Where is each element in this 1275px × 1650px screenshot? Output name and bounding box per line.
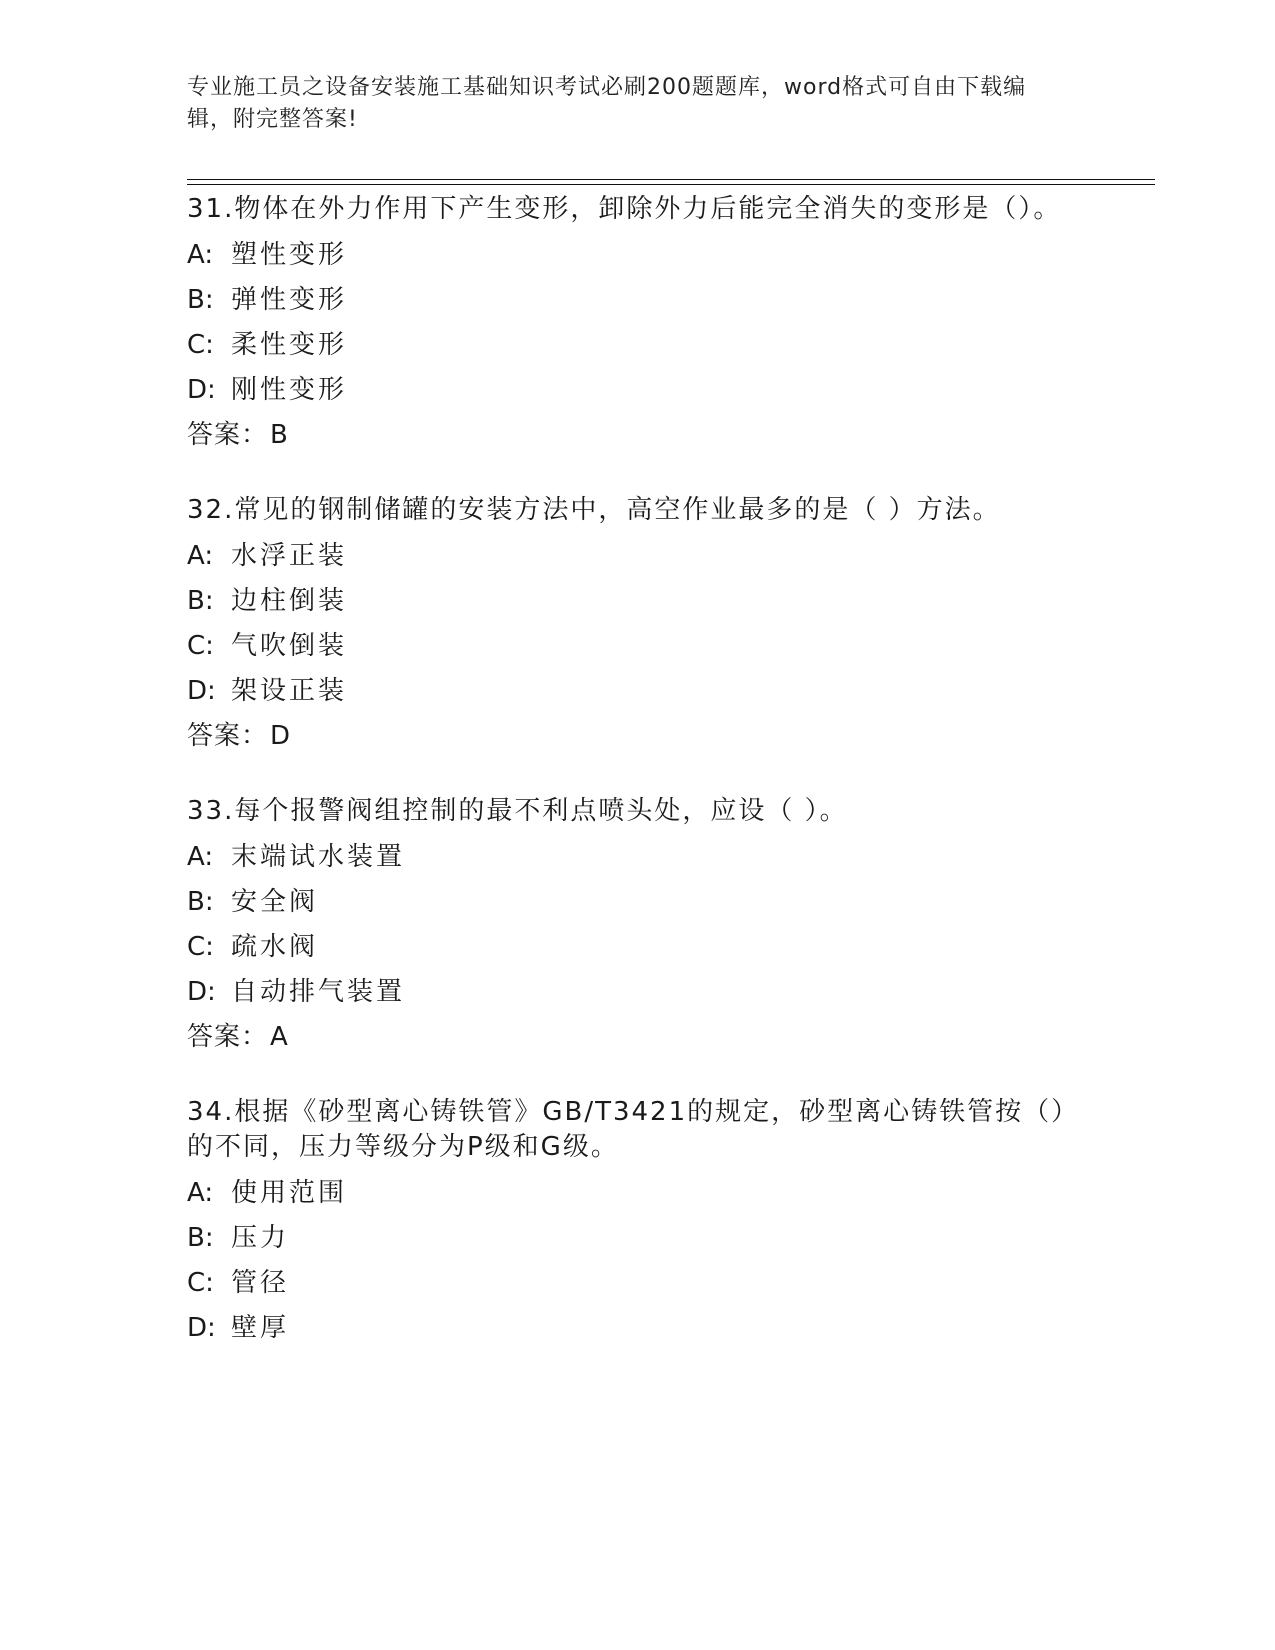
option-text: 安全阀: [231, 887, 319, 917]
option-key: D:: [187, 375, 216, 405]
answer-line: [187, 1020, 1087, 1055]
answer-line: [187, 418, 1087, 453]
option-key: A:: [187, 1178, 214, 1208]
answer-label: 答案：: [187, 721, 269, 751]
question-32: [187, 491, 1087, 754]
option-key: B:: [187, 586, 214, 616]
option-text: 使用范围: [231, 1178, 348, 1208]
option-key: A:: [187, 240, 214, 270]
option-d: [187, 975, 1087, 1010]
option-key: B:: [187, 887, 214, 917]
option-text: 壁厚: [231, 1313, 290, 1343]
question-31: [187, 190, 1087, 453]
option-key: D:: [187, 977, 216, 1007]
option-text: 疏水阀: [231, 932, 319, 962]
option-c: [187, 930, 1087, 965]
option-key: C:: [187, 932, 214, 962]
answer-value: D: [270, 721, 292, 751]
option-b: [187, 885, 1087, 920]
option-text: 管径: [231, 1268, 290, 1298]
question-list: [187, 190, 1087, 1384]
option-c: [187, 1266, 1087, 1301]
option-key: C:: [187, 330, 214, 360]
option-a: [187, 539, 1087, 574]
answer-label: 答案：: [187, 1022, 269, 1052]
question-34: [187, 1093, 1087, 1346]
option-text: 气吹倒装: [231, 631, 348, 661]
question-text: 33.每个报警阀组控制的最不利点喷头处，应设（ ）。: [187, 796, 848, 826]
option-text: 末端试水装置: [231, 842, 406, 872]
option-d: [187, 373, 1087, 408]
option-c: [187, 629, 1087, 664]
option-a: [187, 238, 1087, 273]
option-b: [187, 1221, 1087, 1256]
option-b: [187, 584, 1087, 619]
option-text: 架设正装: [231, 676, 348, 706]
option-key: B:: [187, 285, 214, 315]
option-a: [187, 840, 1087, 875]
header-divider-bottom: [187, 184, 1155, 185]
document-title: 专业施工员之设备安装施工基础知识考试必刷200题题库，word格式可自由下载编辑，附完整答案!: [187, 75, 1027, 132]
option-text: 柔性变形: [231, 330, 348, 360]
option-text: 边柱倒装: [231, 586, 348, 616]
option-text: 塑性变形: [231, 240, 348, 270]
answer-line: [187, 719, 1087, 754]
option-key: A:: [187, 541, 214, 571]
header-divider-top: [187, 179, 1155, 180]
answer-label: 答案：: [187, 420, 269, 450]
option-c: [187, 328, 1087, 363]
option-text: 自动排气装置: [231, 977, 406, 1007]
option-text: 刚性变形: [231, 375, 348, 405]
option-text: 弹性变形: [231, 285, 348, 315]
option-key: C:: [187, 631, 214, 661]
option-text: 水浮正装: [231, 541, 348, 571]
option-d: [187, 1311, 1087, 1346]
question-text: 34.根据《砂型离心铸铁管》GB/T3421的规定，砂型离心铸铁管按（）的不同，压力等级分为P级和G级。: [187, 1097, 1080, 1162]
question-text: 31.物体在外力作用下产生变形，卸除外力后能完全消失的变形是（）。: [187, 194, 1062, 224]
option-d: [187, 674, 1087, 709]
option-key: A:: [187, 842, 214, 872]
option-a: [187, 1176, 1087, 1211]
option-b: [187, 283, 1087, 318]
option-key: D:: [187, 676, 216, 706]
option-text: 压力: [231, 1223, 290, 1253]
option-key: B:: [187, 1223, 214, 1253]
question-text: 32.常见的钢制储罐的安装方法中，高空作业最多的是（ ）方法。: [187, 495, 1001, 525]
answer-value: B: [270, 420, 289, 450]
option-key: D:: [187, 1313, 216, 1343]
option-key: C:: [187, 1268, 214, 1298]
question-33: [187, 792, 1087, 1055]
answer-value: A: [270, 1022, 289, 1052]
